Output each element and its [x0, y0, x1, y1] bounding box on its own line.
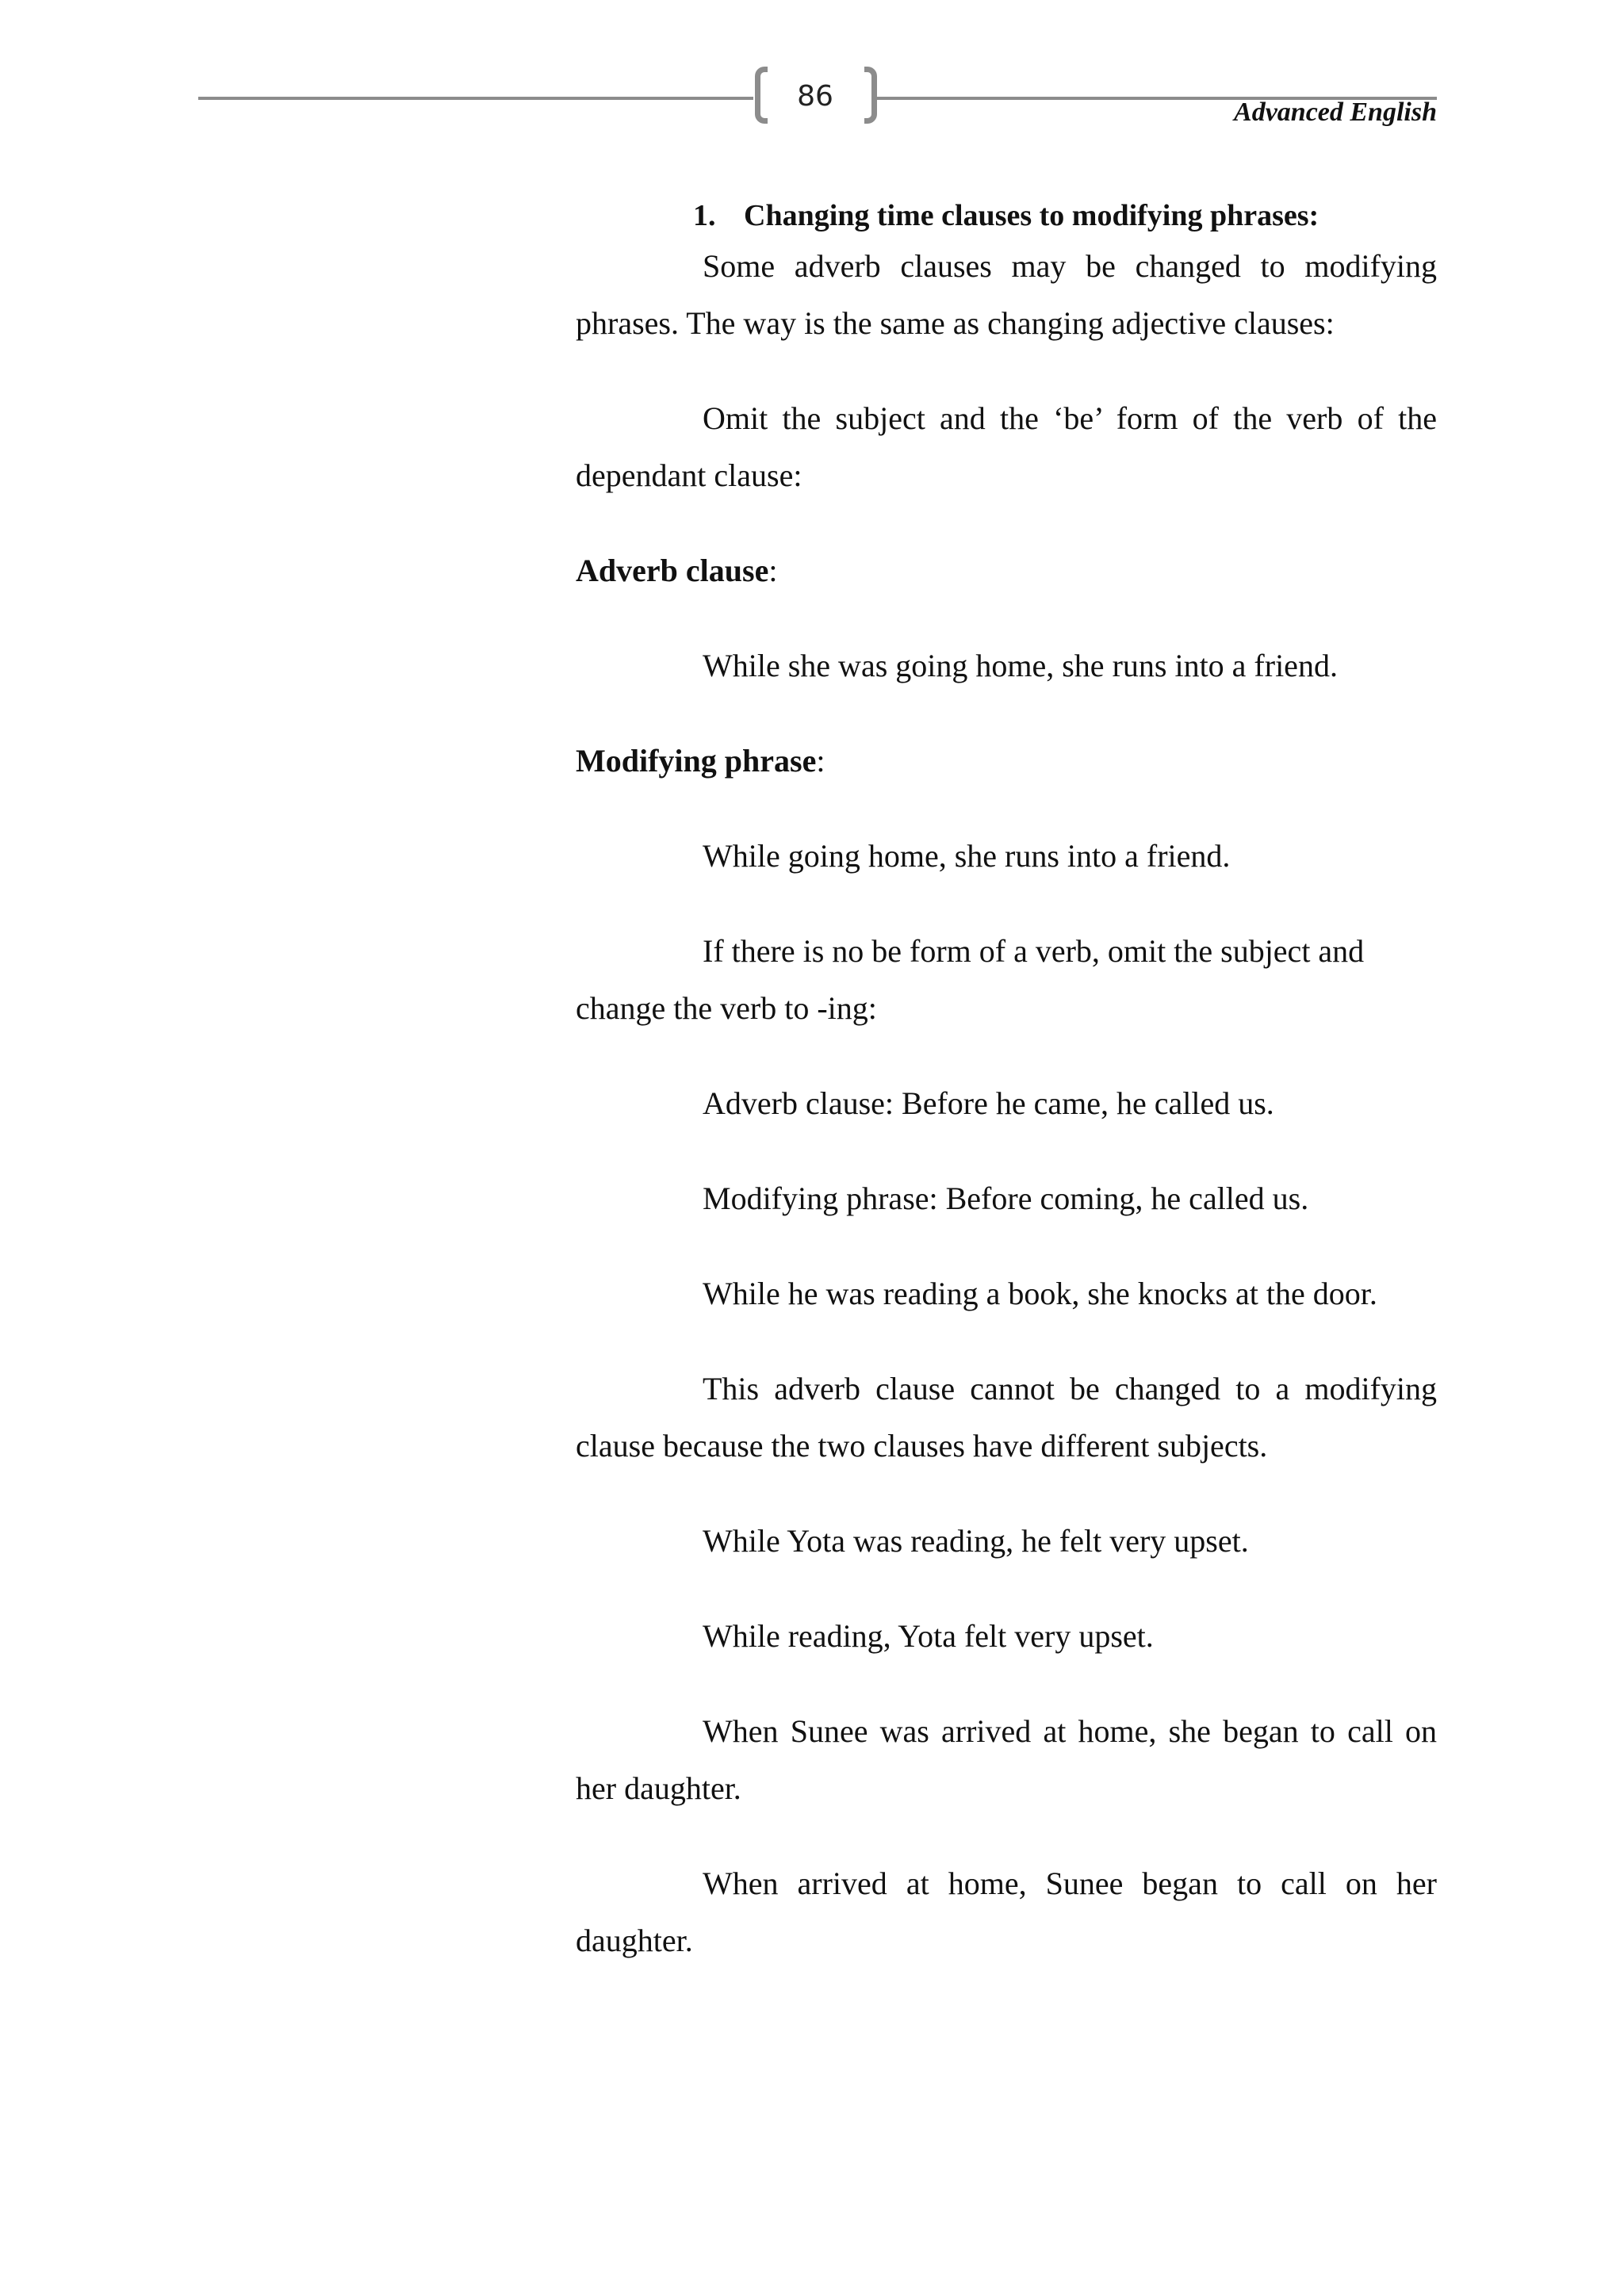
omit-rule-paragraph: Omit the subject and the ‘be’ form of the verb of the dependant clause:	[576, 400, 1437, 493]
example-2-clause: Adverb clause: Before he came, he called us.	[703, 1085, 1274, 1121]
running-title: Advanced English	[1234, 98, 1437, 127]
intro-paragraph: Some adverb clauses may be changed to modifying phrases. The way is the same as changing adjective clauses:	[576, 248, 1437, 341]
page-number-bracket-left	[755, 67, 768, 124]
no-be-rule-paragraph: If there is no be form of a verb, omit the subject and change the verb to -ing:	[576, 933, 1365, 1026]
modifying-phrase-label-text: Modifying phrase	[576, 743, 817, 779]
page-body	[576, 193, 1437, 1969]
example-modifying-phrase: While going home, she runs into a friend.	[703, 838, 1231, 874]
section-heading	[576, 193, 1437, 238]
example-3-sentence: While he was reading a book, she knocks at the door.	[703, 1276, 1377, 1311]
modifying-phrase-label: Modifying phrase:	[576, 743, 825, 779]
example-3-note: This adverb clause cannot be changed to a modifying clause because the two clauses have different subjects.	[576, 1371, 1437, 1464]
example-2-phrase: Modifying phrase: Before coming, he called us.	[703, 1181, 1309, 1216]
example-4-clause: While Yota was reading, he felt very upset.	[703, 1523, 1249, 1559]
page-number-bracket-right	[864, 67, 877, 124]
page-number: 86	[797, 80, 833, 113]
section-number: 1.	[693, 199, 716, 232]
header-rule-left	[198, 97, 753, 100]
example-adverb-clause: While she was going home, she runs into a friend.	[703, 648, 1338, 683]
section-heading-text: Changing time clauses to modifying phrases:	[744, 199, 1320, 232]
example-4-phrase: While reading, Yota felt very upset.	[703, 1618, 1154, 1654]
example-5-clause: When Sunee was arrived at home, she began to call on her daughter.	[576, 1713, 1437, 1806]
example-5-phrase: When arrived at home, Sunee began to call on her daughter.	[576, 1866, 1437, 1958]
adverb-clause-label-text: Adverb clause	[576, 553, 769, 588]
adverb-clause-label: Adverb clause:	[576, 553, 778, 588]
